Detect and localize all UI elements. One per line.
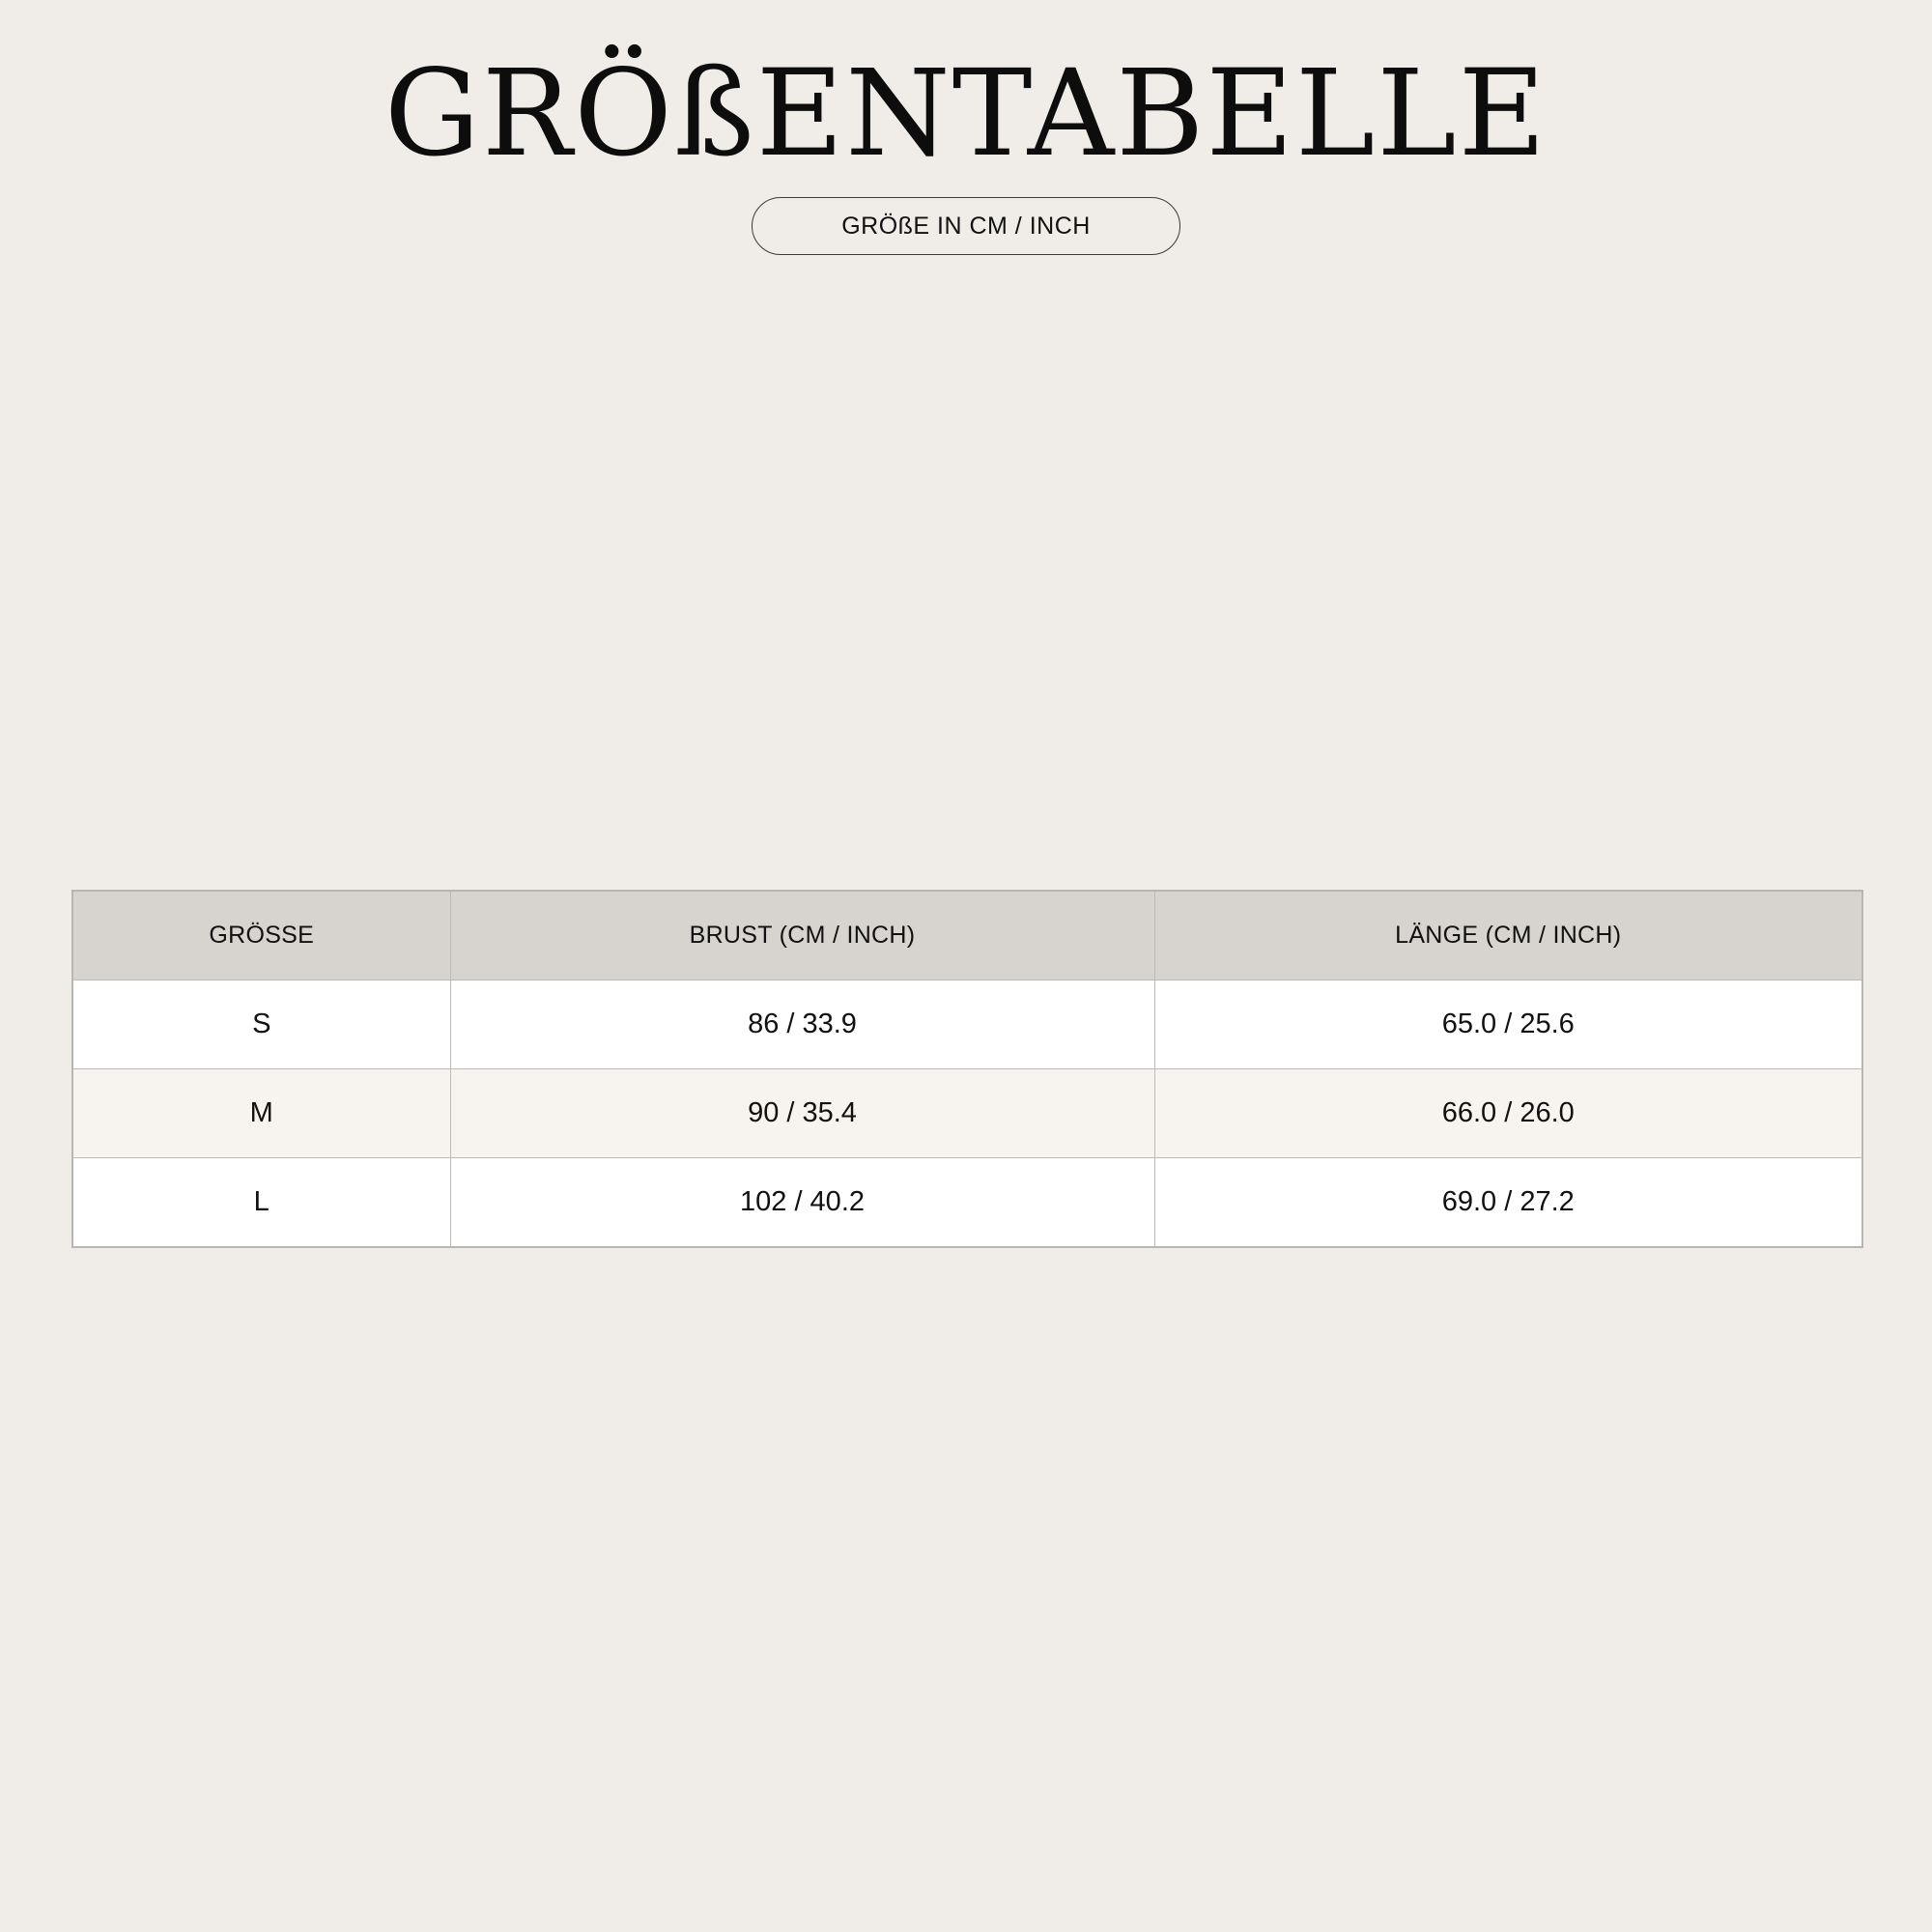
column-header-size: GRÖSSE	[72, 891, 450, 980]
column-header-chest: BRUST (CM / INCH)	[450, 891, 1154, 980]
cell-size: M	[72, 1069, 450, 1158]
unit-badge	[752, 197, 1180, 255]
cell-length: 65.0 / 25.6	[1154, 980, 1862, 1069]
cell-length: 69.0 / 27.2	[1154, 1158, 1862, 1248]
cell-chest: 102 / 40.2	[450, 1158, 1154, 1248]
cell-chest: 86 / 33.9	[450, 980, 1154, 1069]
column-header-length: LÄNGE (CM / INCH)	[1154, 891, 1862, 980]
cell-chest: 90 / 35.4	[450, 1069, 1154, 1158]
table-row	[72, 1158, 1862, 1248]
size-chart-table	[71, 890, 1863, 1248]
cell-size: S	[72, 980, 450, 1069]
table-row	[72, 1069, 1862, 1158]
page-title: GRÖßENTABELLE	[384, 44, 1548, 184]
cell-length: 66.0 / 26.0	[1154, 1069, 1862, 1158]
table-header-row	[72, 891, 1862, 980]
table-row	[72, 980, 1862, 1069]
cell-size: L	[72, 1158, 450, 1248]
unit-badge-label: GRÖßE IN CM / INCH	[841, 212, 1091, 240]
